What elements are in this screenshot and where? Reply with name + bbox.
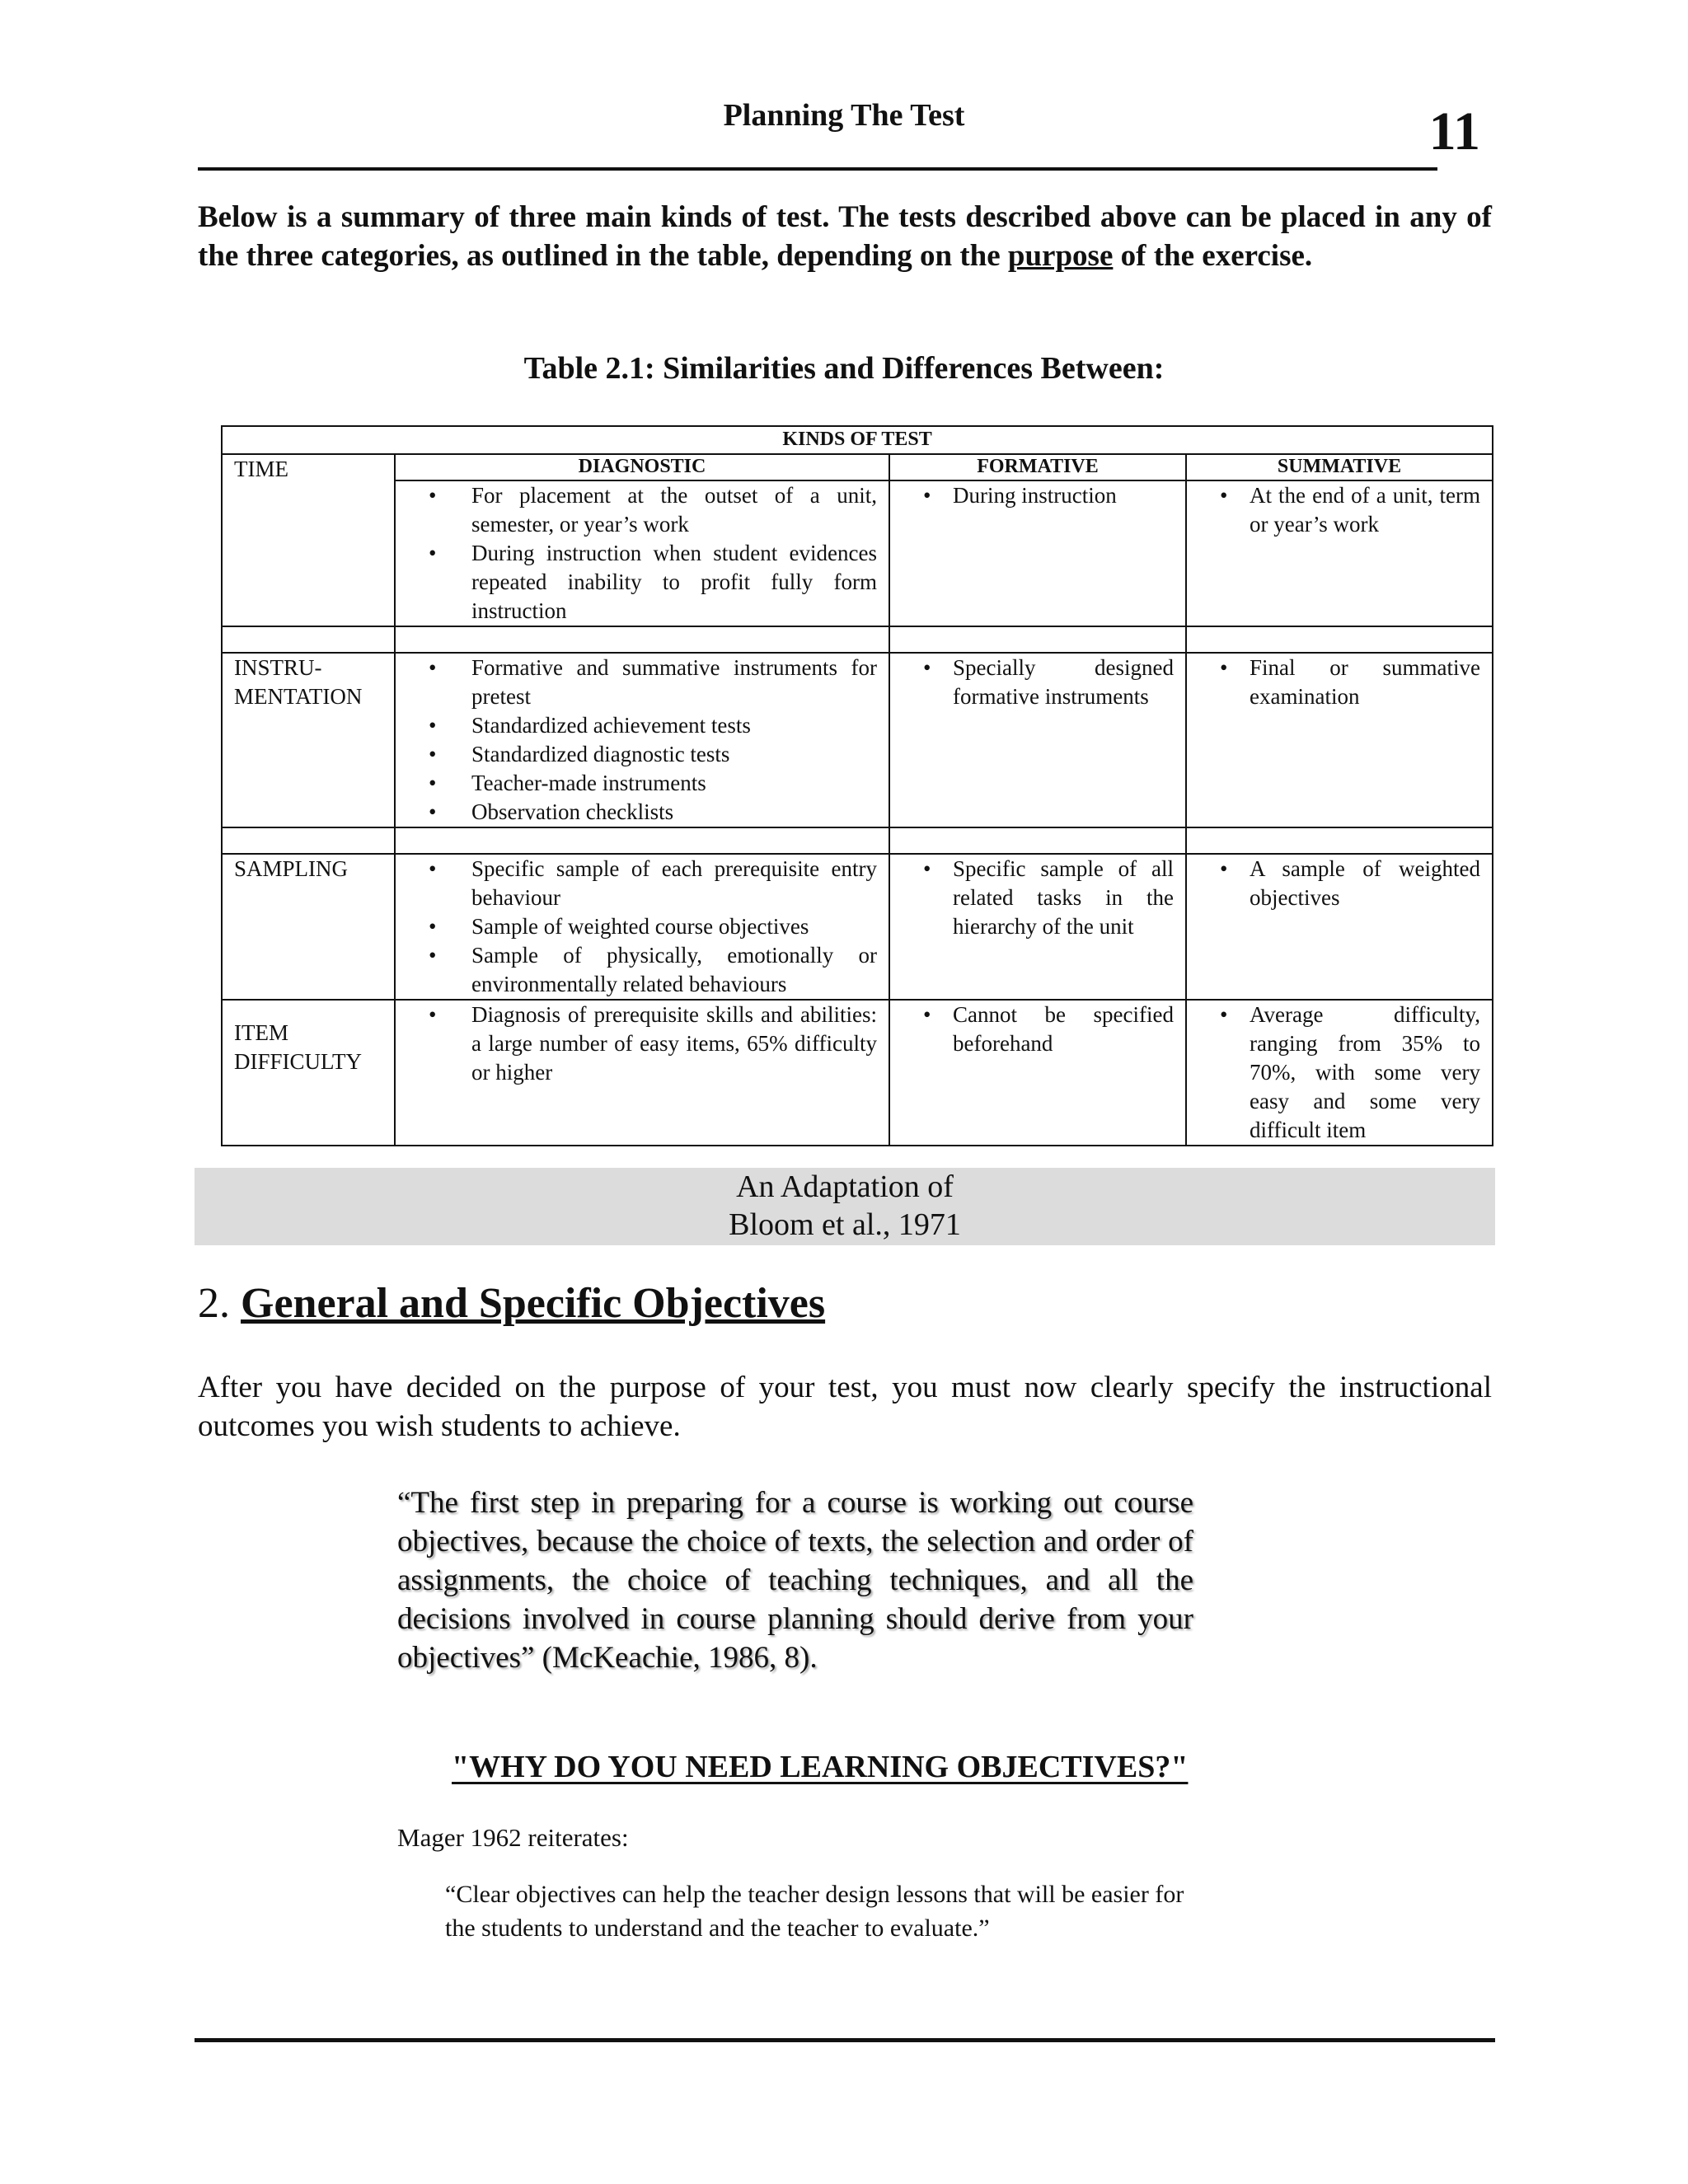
cell-time-formative — [889, 480, 1186, 626]
cell-sampling-diagnostic — [395, 854, 889, 1000]
section-paragraph: After you have decided on the purpose of your test, you must now clearly specify the instructional outcomes you wish students to achieve. — [198, 1371, 1492, 1443]
list-item: • Standardized diagnostic tests — [407, 740, 877, 769]
list-item: • Formative and summative instruments for pretest — [407, 654, 877, 711]
list-item: • Observation checklists — [407, 798, 877, 827]
intro-text-before: Below is a summary of three main kinds of test. The tests described above can be placed in any of the three categories, as outlined in the table, depending on the — [198, 200, 1492, 273]
row-label-time: TIME — [222, 454, 395, 626]
list-item: • During instruction — [902, 481, 1174, 510]
intro-emphasis-purpose: purpose — [1007, 239, 1114, 273]
list-item: • A sample of weighted objectives — [1198, 855, 1480, 912]
list-item: • Specially designed formative instruments — [902, 654, 1174, 711]
mckeachie-quote: “The first step in preparing for a course is working out course objectives, because the choice of texts, the selection and order of assignments, the choice of teaching techniques, and all the decisions involved in course planning should derive from your objectives” (McKeachie, 1986, 8). — [397, 1486, 1193, 1675]
row-label-instrumentation: INSTRU-MENTATION — [222, 653, 395, 827]
kinds-of-test-table — [221, 425, 1493, 1146]
list-item: • Sample of physically, emotionally or environmentally related behaviours — [407, 941, 877, 999]
page-number: 11 — [1428, 101, 1480, 162]
cell-instrumentation-formative — [889, 653, 1186, 827]
header-rule — [198, 167, 1437, 171]
cell-time-summative — [1186, 480, 1493, 626]
column-header-summative: SUMMATIVE — [1186, 454, 1493, 480]
table-super-header-row — [222, 426, 1493, 454]
cell-time-diagnostic — [395, 480, 889, 626]
list-item: • Teacher-made instruments — [407, 769, 877, 798]
table-caption: Table 2.1: Similarities and Differences Between: — [523, 351, 1165, 386]
list-item: • Specific sample of all related tasks in the hierarchy of the unit — [902, 855, 1174, 941]
column-header-diagnostic: DIAGNOSTIC — [395, 454, 889, 480]
running-header-title: Planning The Test — [723, 98, 965, 133]
footer-rule — [195, 2038, 1495, 2042]
section-heading — [198, 1279, 825, 1328]
table-row-sampling — [222, 854, 1493, 1000]
row-label-sampling: SAMPLING — [222, 854, 395, 1000]
cell-difficulty-diagnostic — [395, 1000, 889, 1146]
cell-instrumentation-summative — [1186, 653, 1493, 827]
table-row-instrumentation — [222, 653, 1493, 827]
list-item: • At the end of a unit, term or year’s work — [1198, 481, 1480, 539]
table-column-header-row — [222, 454, 1493, 480]
cell-difficulty-summative — [1186, 1000, 1493, 1146]
list-item: • During instruction when student evidences repeated inability to profit fully form instruction — [407, 539, 877, 626]
source-line-2: Bloom et al., 1971 — [729, 1207, 961, 1242]
intro-text-after: of the exercise. — [1113, 239, 1313, 273]
super-header-cell: KINDS OF TEST — [222, 426, 1493, 454]
mager-intro: Mager 1962 reiterates: — [397, 1823, 629, 1852]
list-item: • Average difficulty, ranging from 35% to 70%, with some very easy and some very difficult item — [1198, 1001, 1480, 1145]
mager-quote: “Clear objectives can help the teacher design lessons that will be easier for the students to understand and the teacher to evaluate.” — [445, 1881, 1184, 1942]
table-spacer-row — [222, 827, 1493, 854]
section-title: General and Specific Objectives — [241, 1280, 826, 1327]
intro-paragraph — [198, 198, 1492, 275]
list-item: • Final or summative examination — [1198, 654, 1480, 711]
cell-sampling-summative — [1186, 854, 1493, 1000]
why-heading: "WHY DO YOU NEED LEARNING OBJECTIVES?" — [452, 1750, 1189, 1784]
table-spacer-row — [222, 626, 1493, 653]
row-label-item-difficulty: ITEM DIFFICULTY — [222, 1000, 395, 1146]
list-item: • Diagnosis of prerequisite skills and abilities: a large number of easy items, 65% difficulty or higher — [407, 1001, 877, 1087]
list-item: • Sample of weighted course objectives — [407, 912, 877, 941]
list-item: • Specific sample of each prerequisite entry behaviour — [407, 855, 877, 912]
table-source-note — [195, 1168, 1495, 1245]
section-number: 2. — [198, 1280, 230, 1327]
table-row-time — [222, 480, 1493, 626]
cell-instrumentation-diagnostic — [395, 653, 889, 827]
list-item: • Standardized achievement tests — [407, 711, 877, 740]
cell-sampling-formative — [889, 854, 1186, 1000]
column-header-formative: FORMATIVE — [889, 454, 1186, 480]
cell-difficulty-formative — [889, 1000, 1186, 1146]
list-item: • For placement at the outset of a unit, semester, or year’s work — [407, 481, 877, 539]
source-line-1: An Adaptation of — [736, 1169, 954, 1204]
list-item: • Cannot be specified beforehand — [902, 1001, 1174, 1058]
table-row-item-difficulty — [222, 1000, 1493, 1146]
